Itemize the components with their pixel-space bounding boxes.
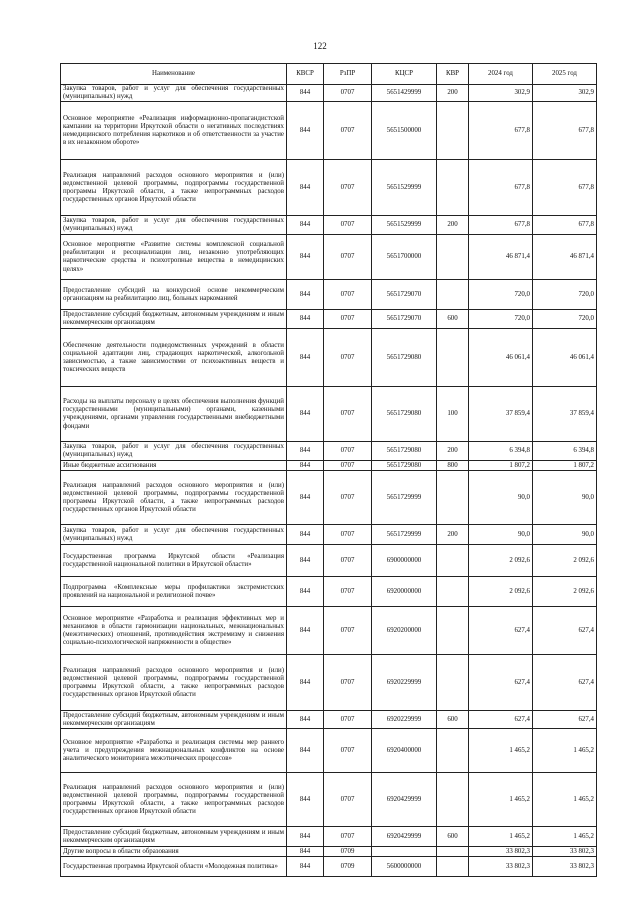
- cell-rzpr: 0707: [324, 577, 372, 607]
- table-row: [61, 847, 597, 857]
- page-number: 122: [313, 41, 327, 51]
- cell-kcsr: 6900000000: [372, 545, 437, 577]
- cell-kcsr: 5651700000: [372, 235, 437, 280]
- cell-name: Реализация направлений расходов основного мероприятия и (или) ведомственной целевой программы, подпрограммы государственной программы Иркутской области, а также непрограммных расходов государственных органов Иркутской области: [61, 160, 287, 216]
- cell-2025: 46 061,4: [533, 329, 597, 387]
- cell-2025: 33 802,3: [533, 847, 597, 857]
- cell-2024: 1 465,2: [469, 827, 533, 847]
- cell-kvsr: 844: [287, 387, 324, 442]
- table-row: [61, 387, 597, 442]
- header-2025: 2025 год: [533, 64, 597, 85]
- cell-2025: 720,0: [533, 310, 597, 329]
- cell-kvr: 600: [437, 827, 469, 847]
- cell-kvsr: 844: [287, 102, 324, 160]
- cell-name: Закупка товаров, работ и услуг для обеспечения государственных (муниципальных) нужд: [61, 216, 287, 235]
- cell-2025: 627,4: [533, 607, 597, 655]
- cell-2024: 1 465,2: [469, 729, 533, 773]
- cell-kvsr: 844: [287, 216, 324, 235]
- cell-2025: 1 807,2: [533, 461, 597, 471]
- cell-2025: 37 859,4: [533, 387, 597, 442]
- cell-name: Реализация направлений расходов основного мероприятия и (или) ведомственной целевой программы, подпрограммы государственной программы Иркутской области, а также непрограммных расходов государственных органов Иркутской области: [61, 655, 287, 711]
- cell-2024: 302,9: [469, 85, 533, 102]
- cell-2025: 46 871,4: [533, 235, 597, 280]
- table-row: [61, 577, 597, 607]
- cell-2025: 2 092,6: [533, 545, 597, 577]
- cell-kcsr: 5651729080: [372, 461, 437, 471]
- cell-2025: 677,8: [533, 216, 597, 235]
- cell-kvr: [437, 655, 469, 711]
- cell-kcsr: 6920200000: [372, 607, 437, 655]
- cell-2024: 37 859,4: [469, 387, 533, 442]
- cell-kvr: 800: [437, 461, 469, 471]
- table-row: [61, 655, 597, 711]
- cell-name: Закупка товаров, работ и услуг для обеспечения государственных (муниципальных) нужд: [61, 85, 287, 102]
- cell-rzpr: 0707: [324, 102, 372, 160]
- cell-name: Государственная программа Иркутской области «Реализация государственной национальной политики в Иркутской области»: [61, 545, 287, 577]
- header-row: [61, 64, 597, 85]
- cell-2025: 33 802,3: [533, 857, 597, 877]
- cell-2025: 627,4: [533, 655, 597, 711]
- cell-kcsr: 5651529999: [372, 160, 437, 216]
- cell-rzpr: 0707: [324, 729, 372, 773]
- table-row: [61, 160, 597, 216]
- header-kcsr: КЦСР: [372, 64, 437, 85]
- table-row: [61, 827, 597, 847]
- cell-2024: 677,8: [469, 102, 533, 160]
- cell-kvr: 200: [437, 85, 469, 102]
- cell-2024: 1 465,2: [469, 773, 533, 827]
- cell-2024: 33 802,3: [469, 847, 533, 857]
- table-row: [61, 857, 597, 877]
- cell-kvr: [437, 577, 469, 607]
- cell-kvr: [437, 607, 469, 655]
- cell-2025: 302,9: [533, 85, 597, 102]
- cell-kvsr: 844: [287, 310, 324, 329]
- cell-rzpr: 0707: [324, 655, 372, 711]
- cell-kvr: 200: [437, 442, 469, 461]
- cell-name: Другие вопросы в области образования: [61, 847, 287, 857]
- table-row: [61, 442, 597, 461]
- cell-rzpr: 0707: [324, 329, 372, 387]
- cell-kvsr: 844: [287, 461, 324, 471]
- header-name: Наименование: [61, 64, 287, 85]
- cell-kcsr: 6920000000: [372, 577, 437, 607]
- table-row: [61, 280, 597, 310]
- cell-2025: 1 465,2: [533, 827, 597, 847]
- cell-kvsr: 844: [287, 160, 324, 216]
- cell-rzpr: 0707: [324, 827, 372, 847]
- cell-rzpr: 0707: [324, 442, 372, 461]
- cell-kcsr: 5651529999: [372, 216, 437, 235]
- cell-kvr: [437, 857, 469, 877]
- cell-2024: 720,0: [469, 280, 533, 310]
- cell-kvsr: 844: [287, 847, 324, 857]
- cell-rzpr: 0709: [324, 847, 372, 857]
- cell-2024: 1 807,2: [469, 461, 533, 471]
- cell-rzpr: 0707: [324, 461, 372, 471]
- cell-rzpr: 0707: [324, 160, 372, 216]
- cell-kvsr: 844: [287, 655, 324, 711]
- cell-name: Расходы на выплаты персоналу в целях обеспечения выполнения функций государственными (муниципальными) органами, казенными учреждениями, органами управления государственными внебюджетными фондами: [61, 387, 287, 442]
- cell-rzpr: 0707: [324, 235, 372, 280]
- cell-kcsr: 6920400000: [372, 729, 437, 773]
- cell-2025: 90,0: [533, 525, 597, 545]
- cell-name: Основное мероприятие «Развитие системы комплексной социальной реабилитации и ресоциализации лиц, незаконно употребляющих наркотические средства и психотропные вещества в немедицинских целях»: [61, 235, 287, 280]
- cell-name: Предоставление субсидий бюджетным, автономным учреждениям и иным некоммерческим организациям: [61, 711, 287, 729]
- table-row: [61, 711, 597, 729]
- cell-2024: 2 092,6: [469, 577, 533, 607]
- cell-kvr: [437, 545, 469, 577]
- cell-kvr: [437, 729, 469, 773]
- cell-name: Реализация направлений расходов основного мероприятия и (или) ведомственной целевой программы, подпрограммы государственной программы Иркутской области, а также непрограммных расходов государственных органов Иркутской области: [61, 773, 287, 827]
- cell-kvsr: 844: [287, 577, 324, 607]
- cell-2024: 46 061,4: [469, 329, 533, 387]
- table-header: [61, 64, 597, 85]
- table-body: [61, 85, 597, 877]
- table-row: [61, 85, 597, 102]
- cell-kvsr: 844: [287, 280, 324, 310]
- table-row: [61, 216, 597, 235]
- cell-kcsr: 5651500000: [372, 102, 437, 160]
- budget-table: [60, 63, 597, 877]
- cell-kcsr: 6920229999: [372, 711, 437, 729]
- cell-rzpr: 0707: [324, 471, 372, 525]
- cell-kvr: [437, 235, 469, 280]
- cell-2025: 677,8: [533, 160, 597, 216]
- cell-kvr: [437, 102, 469, 160]
- cell-2024: 90,0: [469, 471, 533, 525]
- cell-2025: 677,8: [533, 102, 597, 160]
- cell-2024: 6 394,8: [469, 442, 533, 461]
- cell-kvr: [437, 329, 469, 387]
- cell-rzpr: 0709: [324, 857, 372, 877]
- cell-2024: 33 802,3: [469, 857, 533, 877]
- cell-rzpr: 0707: [324, 280, 372, 310]
- header-kvr: КВР: [437, 64, 469, 85]
- cell-kvr: 200: [437, 525, 469, 545]
- header-kvsr: КВСР: [287, 64, 324, 85]
- cell-name: Обеспечение деятельности подведомственных учреждений в области социальной адаптации лиц, страдающих наркотической, алкогольной зависимостью, а также зависимостями от психоактивных веществ и токсических веществ: [61, 329, 287, 387]
- cell-2025: 6 394,8: [533, 442, 597, 461]
- cell-rzpr: 0707: [324, 387, 372, 442]
- cell-kcsr: 5651729080: [372, 329, 437, 387]
- cell-kcsr: 6920229999: [372, 655, 437, 711]
- header-rzpr: РзПР: [324, 64, 372, 85]
- cell-kcsr: 5651729999: [372, 525, 437, 545]
- cell-2024: 627,4: [469, 655, 533, 711]
- cell-kvr: [437, 773, 469, 827]
- cell-kvsr: 844: [287, 329, 324, 387]
- cell-name: Государственная программа Иркутской области «Молодежная политика»: [61, 857, 287, 877]
- header-2024: 2024 год: [469, 64, 533, 85]
- cell-kvsr: 844: [287, 729, 324, 773]
- cell-name: Основное мероприятие «Разработка и реализация эффективных мер и механизмов в области гармонизации национальных, межнациональных (межэтнических) отношений, противодействия экстремизму и снижения социально-психологической напряженности в обществе»: [61, 607, 287, 655]
- cell-kvr: [437, 847, 469, 857]
- cell-2024: 720,0: [469, 310, 533, 329]
- cell-2025: 2 092,6: [533, 577, 597, 607]
- cell-kvsr: 844: [287, 607, 324, 655]
- cell-2025: 720,0: [533, 280, 597, 310]
- cell-kvsr: 844: [287, 827, 324, 847]
- cell-name: Реализация направлений расходов основного мероприятия и (или) ведомственной целевой программы, подпрограммы государственной программы Иркутской области, а также непрограммных расходов государственных органов Иркутской области: [61, 471, 287, 525]
- cell-kcsr: 6920429999: [372, 827, 437, 847]
- cell-name: Закупка товаров, работ и услуг для обеспечения государственных (муниципальных) нужд: [61, 525, 287, 545]
- cell-kvr: 200: [437, 216, 469, 235]
- cell-kcsr: 5651729070: [372, 310, 437, 329]
- table-row: [61, 773, 597, 827]
- cell-rzpr: 0707: [324, 773, 372, 827]
- cell-kvsr: 844: [287, 711, 324, 729]
- cell-kvsr: 844: [287, 857, 324, 877]
- cell-kvsr: 844: [287, 545, 324, 577]
- cell-name: Иные бюджетные ассигнования: [61, 461, 287, 471]
- cell-2024: 46 871,4: [469, 235, 533, 280]
- cell-kvsr: 844: [287, 85, 324, 102]
- cell-2024: 90,0: [469, 525, 533, 545]
- cell-kcsr: 5651429999: [372, 85, 437, 102]
- cell-kvsr: 844: [287, 442, 324, 461]
- cell-2024: 2 092,6: [469, 545, 533, 577]
- cell-kvr: 100: [437, 387, 469, 442]
- cell-rzpr: 0707: [324, 545, 372, 577]
- cell-2025: 90,0: [533, 471, 597, 525]
- cell-kvr: [437, 160, 469, 216]
- cell-name: Подпрограмма «Комплексные меры профилактики экстремистских проявлений на национальной и религиозной почве»: [61, 577, 287, 607]
- cell-kvr: 600: [437, 310, 469, 329]
- cell-name: Основное мероприятие «Разработка и реализация системы мер раннего учета и предупреждения межнациональных конфликтов на основе аналитического мониторинга межэтнических процессов»: [61, 729, 287, 773]
- table-row: [61, 607, 597, 655]
- cell-2024: 677,8: [469, 216, 533, 235]
- cell-kcsr: 5600000000: [372, 857, 437, 877]
- cell-name: Основное мероприятие «Реализация информационно-пропагандистской кампании на территории Иркутской области о негативных последствиях немедицинского потребления наркотиков и об ответственности за участие в их незаконном обороте»: [61, 102, 287, 160]
- table-row: [61, 461, 597, 471]
- cell-name: Закупка товаров, работ и услуг для обеспечения государственных (муниципальных) нужд: [61, 442, 287, 461]
- cell-2024: 627,4: [469, 607, 533, 655]
- table-row: [61, 102, 597, 160]
- cell-2025: 627,4: [533, 711, 597, 729]
- cell-kcsr: [372, 847, 437, 857]
- cell-name: Предоставление субсидий бюджетным, автономным учреждениям и иным некоммерческим организациям: [61, 310, 287, 329]
- cell-rzpr: 0707: [324, 310, 372, 329]
- cell-kcsr: 6920429999: [372, 773, 437, 827]
- cell-kvsr: 844: [287, 525, 324, 545]
- cell-kcsr: 5651729070: [372, 280, 437, 310]
- cell-name: Предоставление субсидий на конкурсной основе некоммерческим организациям на реабилитацию лиц, больных наркоманией: [61, 280, 287, 310]
- cell-2024: 677,8: [469, 160, 533, 216]
- cell-2025: 1 465,2: [533, 729, 597, 773]
- table-row: [61, 329, 597, 387]
- cell-rzpr: 0707: [324, 607, 372, 655]
- cell-kcsr: 5651729080: [372, 387, 437, 442]
- table-row: [61, 545, 597, 577]
- table-row: [61, 310, 597, 329]
- cell-kcsr: 5651729999: [372, 471, 437, 525]
- table-row: [61, 729, 597, 773]
- cell-kcsr: 5651729080: [372, 442, 437, 461]
- cell-rzpr: 0707: [324, 85, 372, 102]
- table-row: [61, 525, 597, 545]
- cell-kvsr: 844: [287, 471, 324, 525]
- cell-rzpr: 0707: [324, 711, 372, 729]
- cell-kvr: [437, 471, 469, 525]
- cell-rzpr: 0707: [324, 216, 372, 235]
- table-row: [61, 471, 597, 525]
- cell-kvsr: 844: [287, 235, 324, 280]
- cell-kvsr: 844: [287, 773, 324, 827]
- cell-rzpr: 0707: [324, 525, 372, 545]
- cell-2024: 627,4: [469, 711, 533, 729]
- table-row: [61, 235, 597, 280]
- cell-name: Предоставление субсидий бюджетным, автономным учреждениям и иным некоммерческим организациям: [61, 827, 287, 847]
- cell-kvr: 600: [437, 711, 469, 729]
- cell-kvr: [437, 280, 469, 310]
- cell-2025: 1 465,2: [533, 773, 597, 827]
